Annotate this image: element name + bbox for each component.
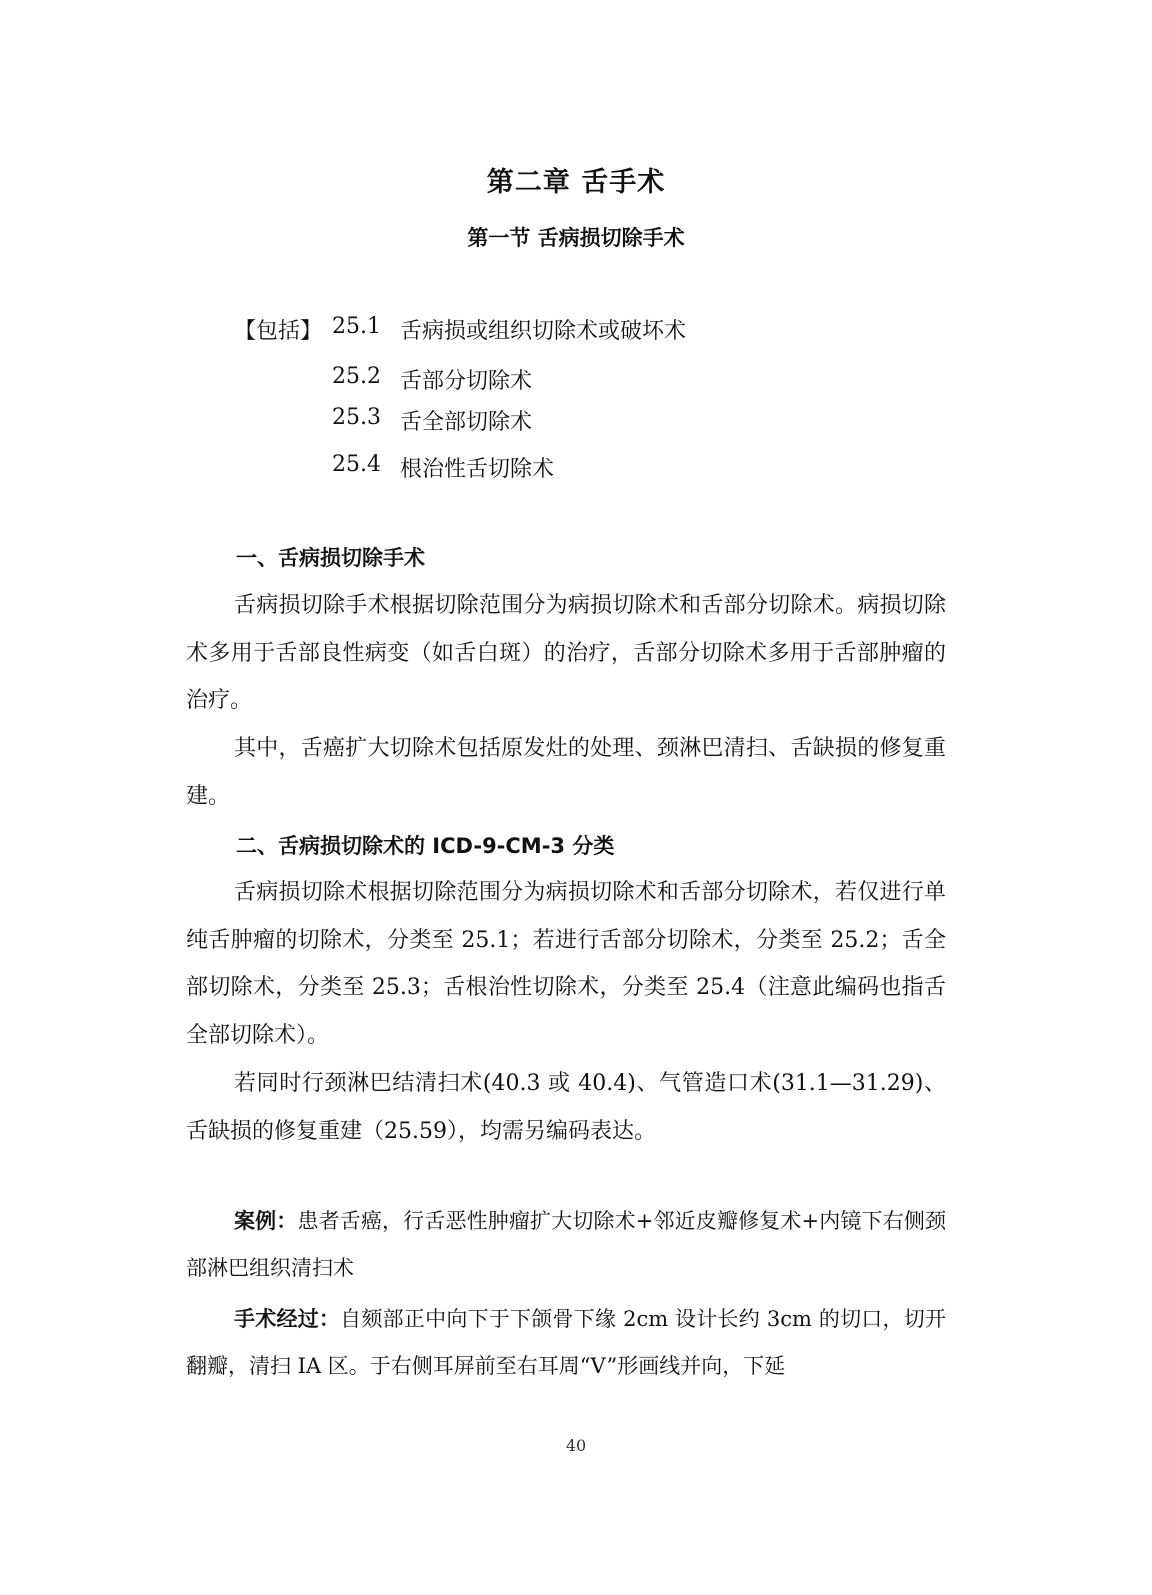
- procedure-paragraph: [186, 1296, 946, 1390]
- procedure-name: 舌全部切除术: [400, 410, 533, 435]
- procedure-label: 手术经过：: [234, 1307, 341, 1331]
- part2-heading: 二、舌病损切除术的 ICD-9-CM-3 分类: [236, 834, 615, 858]
- procedure-text: 自颏部正中向下于下颌骨下缘 2cm 设计长约 3cm 的切口，切开翻瓣，清扫 IA 区。于右侧耳屏前至右耳周“V”形画线并向，下延: [186, 1307, 946, 1378]
- part2-paragraph-2: 若同时行颈淋巴结清扫术(40.3 或 40.4)、气管造口术(31.1—31.29)、舌缺损的修复重建（25.59），均需另编码表达。: [186, 1071, 946, 1144]
- procedure-name: 根治性舌切除术: [400, 457, 555, 482]
- procedure-code: 25.1: [332, 314, 381, 339]
- case-paragraph: [186, 1198, 946, 1292]
- part1-paragraph-2: 其中，舌癌扩大切除术包括原发灶的处理、颈淋巴清扫、舌缺损的修复重建。: [186, 736, 946, 809]
- procedure-code: 25.3: [332, 405, 381, 430]
- part1-heading: 一、舌病损切除手术: [236, 546, 425, 570]
- part1-paragraph-1: 舌病损切除手术根据切除范围分为病损切除术和舌部分切除术。病损切除术多用于舌部良性病变（如舌白斑）的治疗，舌部分切除术多用于舌部肿瘤的治疗。: [186, 593, 946, 713]
- section-title: 第一节 舌病损切除手术: [467, 226, 685, 250]
- procedure-code: 25.4: [332, 452, 381, 477]
- case-label: 案例：: [234, 1209, 298, 1233]
- chapter-title: 第二章 舌手术: [486, 167, 666, 198]
- page-number: 40: [565, 1436, 587, 1455]
- procedure-name: 舌病损或组织切除术或破坏术: [400, 319, 687, 344]
- procedure-code: 25.2: [332, 364, 381, 389]
- part2-paragraph-1: 舌病损切除术根据切除范围分为病损切除术和舌部分切除术，若仅进行单纯舌肿瘤的切除术，分类至 25.1；若进行舌部分切除术，分类至 25.2；舌全部切除术，分类至 25.3；舌根治性切除术，分类至 25.4（注意此编码也指舌全部切除术）。: [186, 880, 946, 1048]
- case-text: 患者舌癌，行舌恶性肿瘤扩大切除术+邻近皮瓣修复术+内镜下右侧颈部淋巴组织清扫术: [186, 1209, 946, 1280]
- procedure-name: 舌部分切除术: [400, 369, 533, 394]
- includes-label: 【包括】: [234, 319, 323, 344]
